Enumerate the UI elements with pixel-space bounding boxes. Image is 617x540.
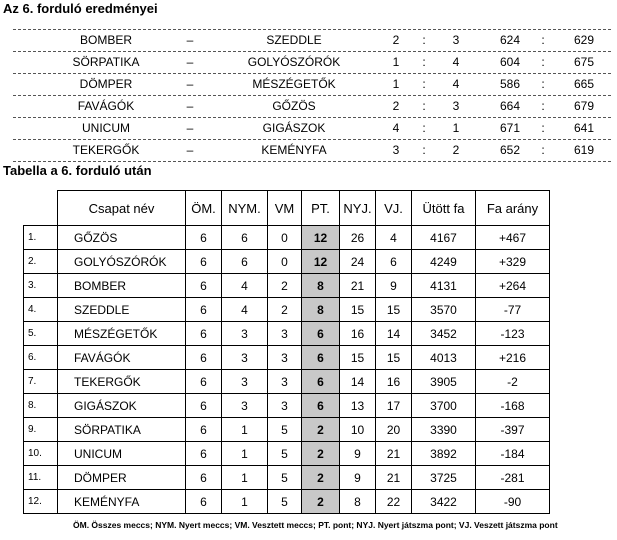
- pins-away: 665: [573, 77, 595, 91]
- vj-cell: 17: [376, 394, 412, 418]
- fa-arany-cell: -90: [476, 490, 550, 514]
- vm-cell: 5: [268, 466, 302, 490]
- vj-cell: 15: [376, 346, 412, 370]
- away-team: GOLYÓSZÓRÓK: [247, 55, 341, 69]
- om-cell: 6: [186, 298, 222, 322]
- home-team: SÖRPATIKA: [72, 55, 140, 69]
- nym-cell: 4: [222, 298, 268, 322]
- result-row: [13, 118, 611, 140]
- fa-arany-cell: +264: [476, 274, 550, 298]
- om-cell: 6: [186, 250, 222, 274]
- separator: :: [541, 99, 545, 113]
- sets-home: 2: [392, 99, 400, 113]
- header-om: ÖM.: [186, 191, 222, 226]
- sets-home: 1: [392, 77, 400, 91]
- sets-away: 2: [452, 143, 460, 157]
- pins-away: 641: [573, 121, 595, 135]
- nym-cell: 3: [222, 394, 268, 418]
- dash: –: [186, 143, 194, 157]
- pins-away: 629: [573, 33, 595, 47]
- away-team: KEMÉNYFA: [261, 143, 327, 157]
- utott-fa-cell: 4167: [412, 226, 476, 250]
- separator: :: [541, 143, 545, 157]
- nyj-cell: 9: [340, 442, 376, 466]
- vj-cell: 22: [376, 490, 412, 514]
- utott-fa-cell: 3725: [412, 466, 476, 490]
- results-title: Az 6. forduló eredményei: [3, 1, 158, 16]
- vm-cell: 5: [268, 490, 302, 514]
- result-row: [13, 52, 611, 74]
- nym-cell: 1: [222, 442, 268, 466]
- table-row: [24, 346, 550, 370]
- fa-arany-cell: -123: [476, 322, 550, 346]
- utott-fa-cell: 3390: [412, 418, 476, 442]
- standings-table: [23, 190, 550, 514]
- separator: :: [422, 77, 426, 91]
- vj-cell: 21: [376, 466, 412, 490]
- points-cell: 12: [302, 250, 340, 274]
- rank-cell: 3.: [24, 274, 58, 298]
- header-utott-fa: Ütött fa: [412, 191, 476, 226]
- nyj-cell: 13: [340, 394, 376, 418]
- utott-fa-cell: 4013: [412, 346, 476, 370]
- pins-away: 619: [573, 143, 595, 157]
- team-cell: UNICUM: [58, 442, 186, 466]
- utott-fa-cell: 3452: [412, 322, 476, 346]
- standings-title: Tabella a 6. forduló után: [3, 163, 152, 178]
- home-team: BOMBER: [79, 33, 132, 47]
- points-cell: 6: [302, 322, 340, 346]
- utott-fa-cell: 4131: [412, 274, 476, 298]
- separator: :: [541, 55, 545, 69]
- team-cell: GOLYÓSZÓRÓK: [58, 250, 186, 274]
- sets-home: 2: [392, 33, 400, 47]
- om-cell: 6: [186, 466, 222, 490]
- points-cell: 2: [302, 466, 340, 490]
- standings-header-row: [24, 191, 550, 226]
- rank-cell: 4.: [24, 298, 58, 322]
- nym-cell: 1: [222, 490, 268, 514]
- team-cell: GIGÁSZOK: [58, 394, 186, 418]
- om-cell: 6: [186, 226, 222, 250]
- pins-home: 671: [499, 121, 521, 135]
- vj-cell: 6: [376, 250, 412, 274]
- separator: :: [422, 33, 426, 47]
- utott-fa-cell: 3905: [412, 370, 476, 394]
- header-fa-arany: Fa arány: [476, 191, 550, 226]
- vm-cell: 3: [268, 322, 302, 346]
- separator: :: [541, 121, 545, 135]
- points-cell: 2: [302, 418, 340, 442]
- team-cell: SÖRPATIKA: [58, 418, 186, 442]
- sets-away: 1: [452, 121, 460, 135]
- points-cell: 6: [302, 346, 340, 370]
- pins-home: 586: [499, 77, 521, 91]
- away-team: GIGÁSZOK: [262, 121, 326, 135]
- om-cell: 6: [186, 442, 222, 466]
- utott-fa-cell: 3422: [412, 490, 476, 514]
- rank-cell: 9.: [24, 418, 58, 442]
- nym-cell: 3: [222, 370, 268, 394]
- rank-cell: 2.: [24, 250, 58, 274]
- points-cell: 6: [302, 394, 340, 418]
- points-cell: 12: [302, 226, 340, 250]
- utott-fa-cell: 3570: [412, 298, 476, 322]
- away-team: MÉSZÉGETŐK: [252, 77, 336, 91]
- nyj-cell: 10: [340, 418, 376, 442]
- sets-home: 1: [392, 55, 400, 69]
- vj-cell: 9: [376, 274, 412, 298]
- header-vj: VJ.: [376, 191, 412, 226]
- table-row: [24, 394, 550, 418]
- fa-arany-cell: -281: [476, 466, 550, 490]
- team-cell: SZEDDLE: [58, 298, 186, 322]
- team-cell: GŐZÖS: [58, 226, 186, 250]
- nyj-cell: 24: [340, 250, 376, 274]
- rank-cell: 1.: [24, 226, 58, 250]
- separator: :: [422, 121, 426, 135]
- points-cell: 8: [302, 298, 340, 322]
- header-nym: NYM.: [222, 191, 268, 226]
- dash: –: [186, 121, 194, 135]
- vj-cell: 15: [376, 298, 412, 322]
- vm-cell: 0: [268, 226, 302, 250]
- fa-arany-cell: -168: [476, 394, 550, 418]
- rank-cell: 12.: [24, 490, 58, 514]
- result-row: [13, 96, 611, 118]
- nyj-cell: 26: [340, 226, 376, 250]
- dash: –: [186, 55, 194, 69]
- om-cell: 6: [186, 274, 222, 298]
- vm-cell: 3: [268, 394, 302, 418]
- nym-cell: 4: [222, 274, 268, 298]
- nym-cell: 6: [222, 250, 268, 274]
- pins-away: 675: [573, 55, 595, 69]
- om-cell: 6: [186, 490, 222, 514]
- team-cell: TEKERGŐK: [58, 370, 186, 394]
- vm-cell: 5: [268, 418, 302, 442]
- om-cell: 6: [186, 418, 222, 442]
- vm-cell: 5: [268, 442, 302, 466]
- table-row: [24, 418, 550, 442]
- vj-cell: 21: [376, 442, 412, 466]
- table-row: [24, 490, 550, 514]
- vj-cell: 20: [376, 418, 412, 442]
- nym-cell: 1: [222, 466, 268, 490]
- results-list: [13, 29, 611, 162]
- sets-home: 3: [392, 143, 400, 157]
- away-team: GŐZÖS: [272, 99, 316, 113]
- rank-cell: 6.: [24, 346, 58, 370]
- om-cell: 6: [186, 322, 222, 346]
- vm-cell: 3: [268, 346, 302, 370]
- om-cell: 6: [186, 346, 222, 370]
- vm-cell: 3: [268, 370, 302, 394]
- table-row: [24, 466, 550, 490]
- vm-cell: 0: [268, 250, 302, 274]
- pins-home: 604: [499, 55, 521, 69]
- rank-cell: 7.: [24, 370, 58, 394]
- pins-away: 679: [573, 99, 595, 113]
- separator: :: [422, 143, 426, 157]
- nym-cell: 6: [222, 226, 268, 250]
- nyj-cell: 9: [340, 466, 376, 490]
- rank-cell: 11.: [24, 466, 58, 490]
- vj-cell: 14: [376, 322, 412, 346]
- nyj-cell: 14: [340, 370, 376, 394]
- sets-away: 4: [452, 55, 460, 69]
- header-vm: VM: [268, 191, 302, 226]
- separator: :: [422, 55, 426, 69]
- dash: –: [186, 99, 194, 113]
- pins-home: 664: [499, 99, 521, 113]
- table-row: [24, 442, 550, 466]
- sets-away: 3: [452, 99, 460, 113]
- fa-arany-cell: -2: [476, 370, 550, 394]
- table-row: [24, 274, 550, 298]
- sets-away: 4: [452, 77, 460, 91]
- rank-cell: 5.: [24, 322, 58, 346]
- table-row: [24, 226, 550, 250]
- vj-cell: 16: [376, 370, 412, 394]
- vm-cell: 2: [268, 298, 302, 322]
- team-cell: DÖMPER: [58, 466, 186, 490]
- header-rank: [24, 191, 58, 226]
- points-cell: 8: [302, 274, 340, 298]
- dash: –: [186, 33, 194, 47]
- header-nyj: NYJ.: [340, 191, 376, 226]
- fa-arany-cell: -77: [476, 298, 550, 322]
- pins-home: 652: [499, 143, 521, 157]
- table-row: [24, 370, 550, 394]
- nym-cell: 3: [222, 322, 268, 346]
- header-pt: PT.: [302, 191, 340, 226]
- points-cell: 6: [302, 370, 340, 394]
- points-cell: 2: [302, 442, 340, 466]
- sets-home: 4: [392, 121, 400, 135]
- separator: :: [541, 77, 545, 91]
- vm-cell: 2: [268, 274, 302, 298]
- nym-cell: 1: [222, 418, 268, 442]
- utott-fa-cell: 3892: [412, 442, 476, 466]
- nyj-cell: 21: [340, 274, 376, 298]
- team-cell: KEMÉNYFA: [58, 490, 186, 514]
- om-cell: 6: [186, 370, 222, 394]
- rank-cell: 10.: [24, 442, 58, 466]
- dash: –: [186, 77, 194, 91]
- home-team: TEKERGŐK: [72, 143, 140, 157]
- legend-note: ÖM. Összes meccs; NYM. Nyert meccs; VM. Vesztett meccs; PT. pont; NYJ. Nyert játszma pont; VJ. Veszett játszma pont: [73, 520, 558, 530]
- points-cell: 2: [302, 490, 340, 514]
- result-row: [13, 74, 611, 96]
- vj-cell: 4: [376, 226, 412, 250]
- header-team: Csapat név: [58, 191, 186, 226]
- home-team: DÖMPER: [79, 77, 133, 91]
- table-row: [24, 322, 550, 346]
- nyj-cell: 8: [340, 490, 376, 514]
- nym-cell: 3: [222, 346, 268, 370]
- sets-away: 3: [452, 33, 460, 47]
- fa-arany-cell: -397: [476, 418, 550, 442]
- separator: :: [422, 99, 426, 113]
- nyj-cell: 15: [340, 298, 376, 322]
- home-team: UNICUM: [82, 121, 130, 135]
- away-team: SZEDDLE: [266, 33, 322, 47]
- nyj-cell: 16: [340, 322, 376, 346]
- fa-arany-cell: -184: [476, 442, 550, 466]
- utott-fa-cell: 3700: [412, 394, 476, 418]
- om-cell: 6: [186, 394, 222, 418]
- table-row: [24, 298, 550, 322]
- fa-arany-cell: +467: [476, 226, 550, 250]
- fa-arany-cell: +216: [476, 346, 550, 370]
- utott-fa-cell: 4249: [412, 250, 476, 274]
- team-cell: MÉSZÉGETŐK: [58, 322, 186, 346]
- result-row: [13, 140, 611, 162]
- rank-cell: 8.: [24, 394, 58, 418]
- pins-home: 624: [499, 33, 521, 47]
- result-row: [13, 29, 611, 52]
- nyj-cell: 15: [340, 346, 376, 370]
- table-row: [24, 250, 550, 274]
- separator: :: [541, 33, 545, 47]
- team-cell: FAVÁGÓK: [58, 346, 186, 370]
- home-team: FAVÁGÓK: [77, 99, 135, 113]
- fa-arany-cell: +329: [476, 250, 550, 274]
- team-cell: BOMBER: [58, 274, 186, 298]
